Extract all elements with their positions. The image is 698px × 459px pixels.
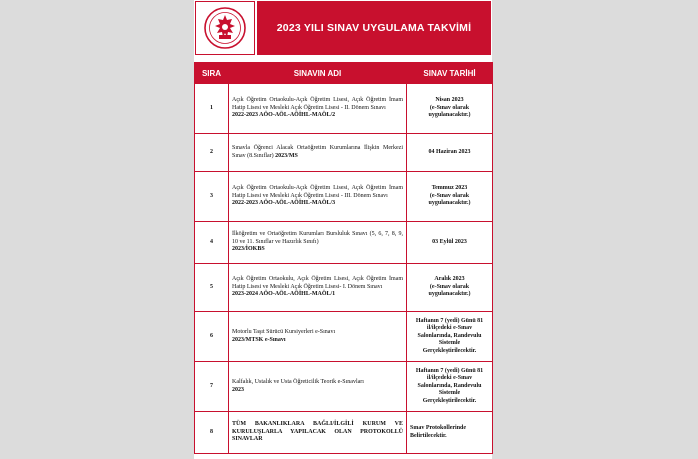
exam-code: 2023-2024 AÖO-AÖL-AÖİHL-MAÖL/1: [232, 291, 336, 298]
row-number: 2: [195, 134, 229, 172]
exam-date-line: Salonlarında, Randevulu: [417, 382, 482, 389]
exam-code: 2023: [232, 386, 244, 393]
table-row: [195, 84, 493, 134]
column-header-sinav-tarihi: SINAV TARİHİ: [407, 63, 493, 84]
exam-code: 2022-2023 AÖO-AÖL-AÖİHL-MAÖL/3: [232, 200, 336, 207]
row-number: 8: [195, 412, 229, 454]
exam-code: 2023/MTSK e-Sınavı: [232, 336, 286, 343]
exam-date-line: (e-Sınav olarak: [429, 283, 470, 290]
table-header-row: [195, 63, 493, 84]
exam-name: Sınavla Öğrenci Alacak Ortaöğretim Kurumlarına İlişkin Merkezi Sınav (8.Sınıflar): [232, 145, 403, 159]
exam-code: 2023/İOKBS: [232, 246, 265, 253]
row-number: 7: [195, 362, 229, 412]
page-title: 2023 YILI SINAV UYGULAMA TAKVİMİ: [257, 1, 491, 55]
exam-date-line: Sistemle: [438, 340, 461, 347]
table-row: [195, 362, 493, 412]
exam-code: 2022-2023 AÖO-AÖL-AÖİHL-MAÖL/2: [232, 112, 336, 119]
exam-date-cell: [407, 172, 493, 222]
exam-date-line: 04 Haziran 2023: [428, 148, 471, 155]
exam-name-cell: [229, 84, 407, 134]
exam-name: Kalfalık, Ustalık ve Usta Öğreticilik Teorik e-Sınavları: [232, 379, 364, 386]
document-sheet: [194, 0, 492, 459]
document-header: [194, 0, 492, 56]
exam-name-cell: [229, 312, 407, 362]
table-row: [195, 172, 493, 222]
exam-date-line: uygulanacaktır.): [428, 291, 471, 298]
exam-date-line: Sınav Protokollerinde: [410, 425, 467, 432]
exam-schedule-table: [194, 62, 493, 454]
exam-date-line: Gerçekleştirilecektir.: [422, 347, 477, 354]
table-row: [195, 134, 493, 172]
row-number: 6: [195, 312, 229, 362]
exam-name: Açık Öğretim Ortaokulu, Açık Öğretim Lisesi, Açık Öğretim İmam Hatip Lisesi ve Mesleki Açık Öğretim Lisesi- I. Dönem Sınavı: [232, 276, 403, 290]
table-row: [195, 312, 493, 362]
exam-date-cell: [407, 412, 493, 454]
table-row: [195, 264, 493, 312]
exam-date-line: Aralık 2023: [434, 276, 465, 283]
column-header-sira: SIRA: [195, 63, 229, 84]
exam-date-line: il/ilçedeki e-Sınav: [426, 325, 473, 332]
exam-date-line: Gerçekleştirilecektir.: [422, 397, 477, 404]
exam-date-line: Nisan 2023: [435, 97, 464, 104]
exam-date-cell: [407, 312, 493, 362]
exam-name-cell: [229, 362, 407, 412]
row-number: 5: [195, 264, 229, 312]
table-row: [195, 412, 493, 454]
exam-code: TÜM BAKANLIKLARA BAĞLI/İLGİLİ KURUM VE KURULUŞLARLA YAPILACAK OLAN PROTOKOLLÜ SINAVLAR: [232, 421, 403, 443]
exam-name: Açık Öğretim Ortaokulu-Açık Öğretim Lisesi, Açık Öğretim İmam Hatip Lisesi ve Mesleki Açık Öğretim Lisesi - II. Dönem Sınavı: [232, 97, 403, 111]
row-number: 4: [195, 222, 229, 264]
row-number: 3: [195, 172, 229, 222]
row-number: 1: [195, 84, 229, 134]
exam-name: İlköğretim ve Ortaöğretim Kurumları Bursluluk Sınavı (5, 6, 7, 8, 9, 10 ve 11. Sınıflar ve Hazırlık Sınıfı): [232, 231, 403, 245]
exam-date-cell: [407, 362, 493, 412]
exam-date-cell: [407, 84, 493, 134]
exam-date-line: uygulanacaktır.): [428, 112, 471, 119]
exam-date-cell: [407, 264, 493, 312]
exam-name-cell: [229, 172, 407, 222]
exam-date-line: Salonlarında, Randevulu: [417, 332, 482, 339]
table-row: [195, 222, 493, 264]
exam-name-cell: [229, 264, 407, 312]
exam-date-line: Temmuz 2023: [431, 185, 468, 192]
exam-code: 2023/MS: [275, 152, 298, 159]
exam-date-line: uygulanacaktır.): [428, 200, 471, 207]
exam-name-cell: [229, 222, 407, 264]
column-header-sinav-adi: SINAVIN ADI: [229, 63, 407, 84]
exam-date-line: il/ilçedeki e-Sınav: [426, 375, 473, 382]
exam-name: Motorlu Taşıt Sürücü Kursiyerleri e-Sınavı: [232, 329, 336, 336]
exam-date-cell: [407, 222, 493, 264]
ministry-emblem-icon: [195, 1, 255, 55]
exam-date-line: 03 Eylül 2023: [432, 238, 467, 245]
exam-date-line: Belirtilecektir.: [410, 432, 447, 439]
exam-name: Açık Öğretim Ortaokulu-Açık Öğretim Lisesi, Açık Öğretim İmam Hatip Lisesi ve Mesleki Açık Öğretim Lisesi - III. Dönem Sınavı: [232, 185, 403, 199]
exam-date-line: Sistemle: [438, 390, 461, 397]
exam-date-cell: [407, 134, 493, 172]
exam-date-line: Haftanın 7 (yedi) Günü 81: [415, 367, 484, 374]
exam-date-line: (e-Sınav olarak: [429, 192, 470, 199]
exam-date-line: (e-Sınav olarak: [429, 104, 470, 111]
exam-name-cell: [229, 412, 407, 454]
exam-name-cell: [229, 134, 407, 172]
exam-date-line: Haftanın 7 (yedi) Günü 81: [415, 317, 484, 324]
